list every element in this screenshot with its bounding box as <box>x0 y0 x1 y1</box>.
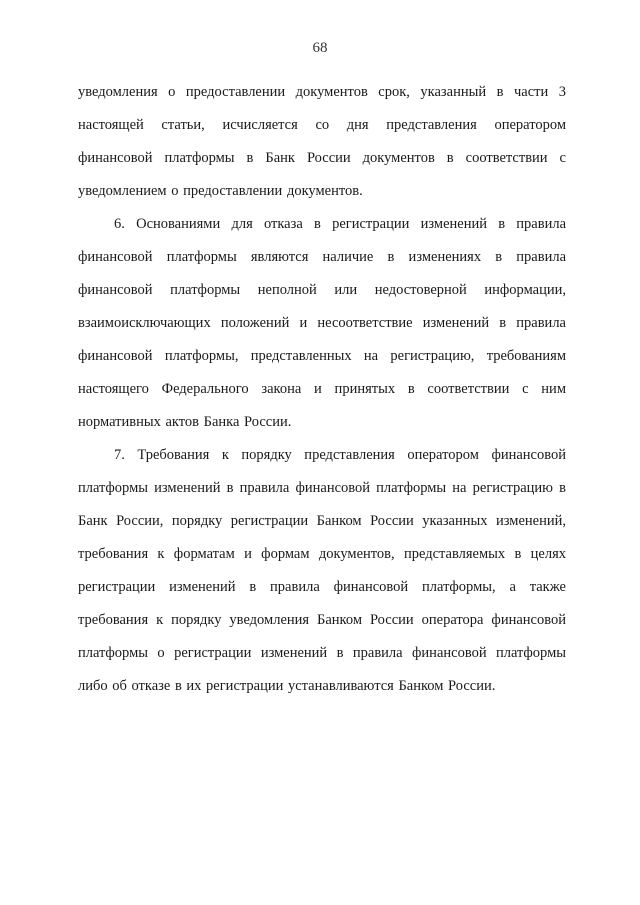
page-number: 68 <box>312 40 328 56</box>
paragraph-7: 7. Требования к порядку представления оператором финансовой платформы изменений в правила финансовой платформы на регистрацию в Банк России, порядку регистрации Банком России указанных изменений, требования к форматам и формам документов, представляемых в целях регистрации изменений в правила финансовой платформы, а также требования к порядку уведомления Банком России оператора финансовой платформы о регистрации изменений в правила финансовой платформы либо об отказе в их регистрации устанавливаются Банком России. <box>78 447 566 694</box>
paragraph-6: 6. Основаниями для отказа в регистрации изменений в правила финансовой платформы являются наличие в изменениях в правила финансовой платформы неполной или недостоверной информации, взаимоисключающих положений и несоответствие изменений в правила финансовой платформы, представленных на регистрацию, требованиям настоящего Федерального закона и принятых в соответствии с ним нормативных актов Банка России. <box>78 216 566 430</box>
paragraph-continuation: уведомления о предоставлении документов срок, указанный в части 3 настоящей статьи, исчисляется со дня представления оператором финансовой платформы в Банк России документов в соответствии с уведомлением о предоставлении документов. <box>78 84 566 199</box>
document-body <box>78 76 566 703</box>
